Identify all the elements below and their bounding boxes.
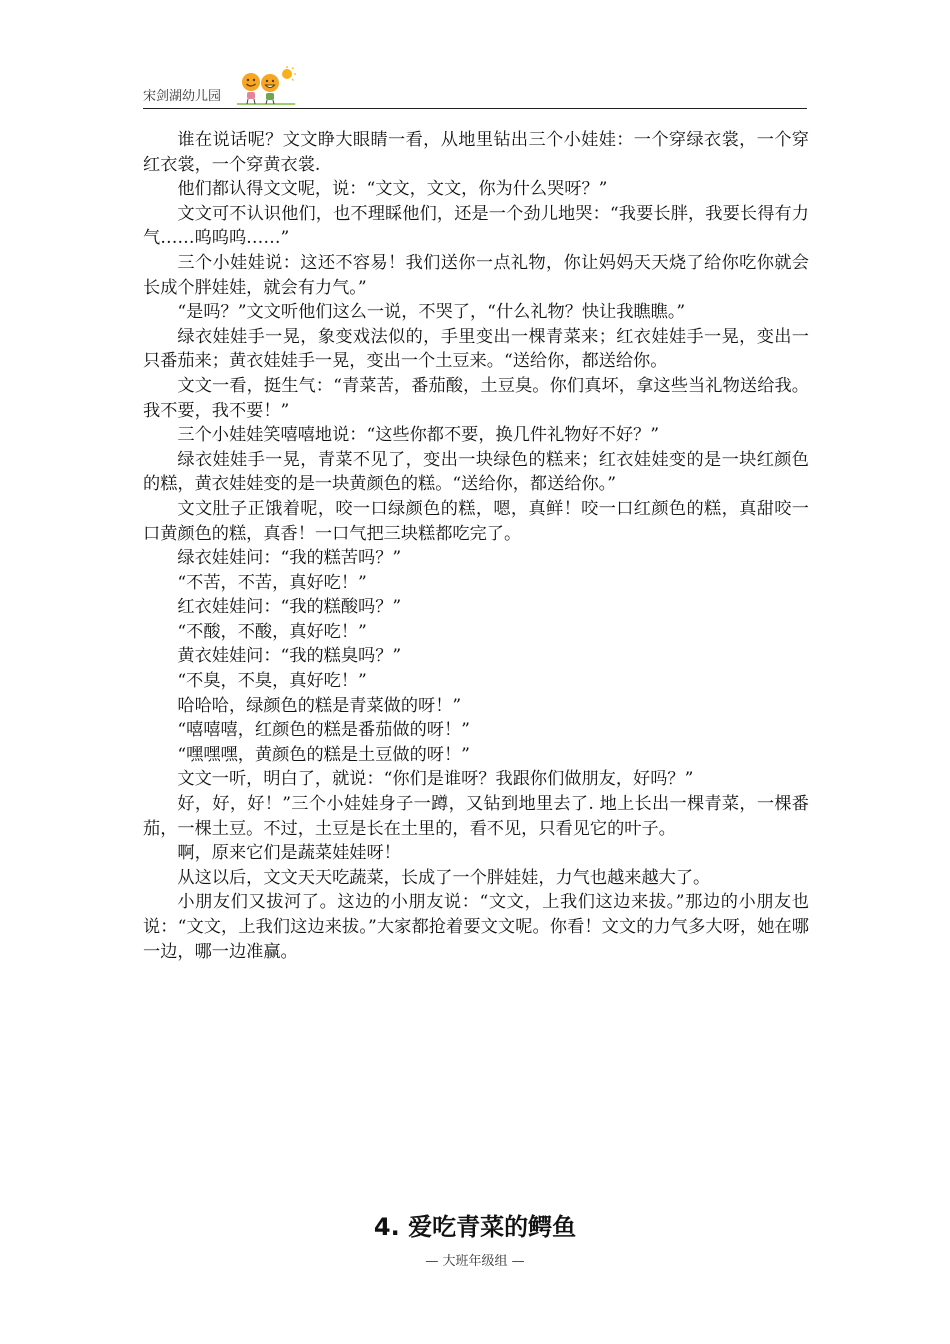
section-title: 4. 爱吃青菜的鳄鱼	[373, 1213, 577, 1241]
paragraph: “嘿嘿嘿，黄颜色的糕是土豆做的呀！”	[177, 744, 470, 765]
section-subtitle: — 大班年级组 —	[425, 1254, 525, 1269]
paragraph: 小朋友们又拔河了。这边的小朋友说：“文文，上我们这边来拔。”那边的小朋友也说：“文文，上我们这边来拔。”大家都抢着要文文呢。你看！文文的力气多大呀，她在哪一边，哪一边准赢。	[143, 892, 809, 962]
paragraph: 文文一看，挺生气：“青菜苦，番茄酸，土豆臭。你们真坏，拿这些当礼物送给我。我不要，我不要！”	[143, 375, 809, 421]
paragraph: 从这以后，文文天天吃蔬菜，长成了一个胖娃娃，力气也越来越大了。	[177, 867, 711, 888]
paragraph: “不臭，不臭，真好吃！”	[177, 671, 367, 692]
paragraph: 黄衣娃娃问：“我的糕臭吗？”	[177, 646, 402, 667]
paragraph: 绿衣娃娃问：“我的糕苦吗？”	[177, 548, 402, 569]
kindergarten-name: 宋剑湖幼儿园	[143, 89, 222, 104]
paragraph: 文文肚子正饿着呢，咬一口绿颜色的糕，嗯，真鲜！咬一口红颜色的糕，真甜咬一口黄颜色的糕，真香！一口气把三块糕都吃完了。	[143, 498, 809, 544]
paragraph: 哈哈哈，绿颜色的糕是青菜做的呀！”	[177, 695, 462, 716]
paragraph: 文文一听，明白了，就说：“你们是谁呀？我跟你们做朋友，好吗？”	[177, 769, 694, 790]
paragraph: “是吗？”文文听他们这么一说，不哭了，“什么礼物？快让我瞧瞧。”	[177, 302, 686, 323]
paragraph: 啊，原来它们是蔬菜娃娃呀！	[177, 843, 401, 864]
paragraph: 绿衣娃娃手一晃，青菜不见了，变出一块绿色的糕来；红衣娃娃变的是一块红颜色的糕，黄衣娃娃变的是一块黄颜色的糕。“送给你，都送给你。”	[143, 449, 809, 495]
page-header	[143, 60, 807, 109]
paragraph: 绿衣娃娃手一晃，象变戏法似的，手里变出一棵青菜来；红衣娃娃手一晃，变出一只番茄来；黄衣娃娃手一晃，变出一个土豆来。“送给你，都送给你。	[143, 326, 809, 372]
paragraph: 三个小娃娃说：这还不容易！我们送你一点礼物，你让妈妈天天烧了给你吃你就会长成个胖娃娃，就会有力气。”	[143, 252, 809, 298]
paragraph: “不苦，不苦，真好吃！”	[177, 572, 367, 593]
paragraph: “不酸，不酸，真好吃！”	[177, 621, 367, 642]
paragraph: 他们都认得文文呢，说：“文文，文文，你为什么哭呀？”	[177, 179, 608, 200]
smiley-faces-logo-icon	[237, 66, 297, 106]
paragraph: 文文可不认识他们，也不理睬他们，还是一个劲儿地哭：“我要长胖，我要长得有力气……呜呜呜……”	[143, 203, 809, 249]
story-text	[143, 128, 809, 964]
paragraph: 三个小娃娃笑嘻嘻地说：“这些你都不要，换几件礼物好不好？”	[177, 425, 660, 446]
paragraph: 红衣娃娃问：“我的糕酸吗？”	[177, 597, 402, 618]
paragraph: 谁在说话呢？文文睁大眼睛一看，从地里钻出三个小娃娃：一个穿绿衣裳，一个穿红衣裳，一个穿黄衣裳.	[143, 130, 809, 175]
paragraph: 好，好，好！”三个小娃娃身子一蹲，又钻到地里去了. 地上长出一棵青菜，一棵番茄，一棵土豆。不过，土豆是长在土里的，看不见，只看见它的叶子。	[143, 794, 809, 839]
paragraph: “嘻嘻嘻，红颜色的糕是番茄做的呀！”	[177, 720, 470, 741]
